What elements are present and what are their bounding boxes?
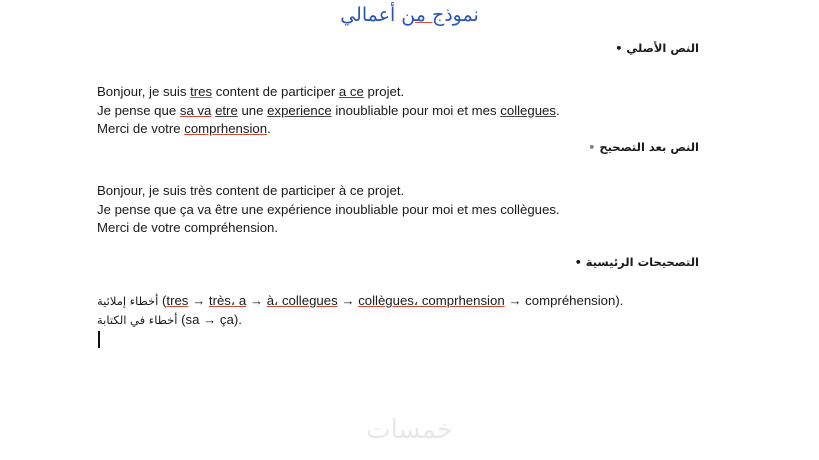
error-word: tres	[166, 293, 189, 308]
text-run: →	[246, 293, 267, 308]
arabic-label: أخطاء إملائية	[97, 294, 159, 308]
error-word: comprhension	[184, 121, 268, 137]
bullet-icon: •	[588, 141, 596, 154]
error-word: collègues، comprhension	[358, 293, 505, 308]
corrections-list-block	[97, 292, 737, 329]
text-run: une	[237, 102, 268, 118]
error-word: a ce	[338, 84, 364, 99]
error-word: très، a	[208, 293, 247, 308]
section-heading-corrections	[565, 255, 699, 269]
text-run: .	[267, 121, 271, 137]
text-run: →	[188, 293, 209, 308]
text-run: Merci de votre	[97, 121, 185, 137]
page-title-underlined: ج من	[401, 4, 445, 26]
section-heading-corrected-label: النص بعد التصحيح	[599, 140, 699, 154]
arabic-label: أخطاء في الكتابة	[97, 312, 178, 327]
original-text-block	[97, 83, 737, 139]
original-text-line-2	[97, 102, 737, 121]
section-heading-original-label: النص الأصلي	[626, 41, 699, 55]
section-heading-corrections-label: التصحيحات الرئيسية	[585, 255, 699, 269]
section-heading-corrected	[578, 140, 699, 154]
page-title-prefix: نموذ	[444, 4, 479, 26]
original-text-line-1	[97, 83, 737, 102]
original-text-line-3	[97, 120, 737, 139]
text-run: content de participer	[212, 84, 339, 99]
page-title	[0, 4, 819, 26]
corrected-text-line-1: Bonjour, je suis très content de participer à ce projet.	[97, 183, 405, 198]
watermark: خمسات	[366, 415, 453, 445]
error-word: à، collegues	[266, 293, 338, 308]
text-run: Je pense que	[97, 102, 180, 118]
text-run: projet.	[363, 84, 405, 99]
bullet-icon: •	[574, 256, 582, 269]
corrected-text-line-2: Je pense que ça va être une expérience inoubliable pour moi et mes collègues.	[97, 201, 560, 217]
page-title-suffix: أعمالي	[340, 4, 402, 26]
text-cursor	[98, 331, 100, 348]
text-run: (sa → ça).	[177, 311, 242, 327]
corrected-text-block	[97, 182, 737, 238]
section-heading-original	[605, 41, 699, 55]
text-run: →	[337, 293, 359, 308]
error-word: sa va	[179, 102, 212, 118]
text-run: .	[555, 102, 560, 118]
error-word: collegues	[500, 102, 556, 118]
bullet-icon: •	[615, 42, 623, 55]
text-run: → compréhension).	[504, 293, 624, 308]
text-run: (	[158, 293, 167, 308]
text-run: inoubliable pour moi et mes	[331, 102, 501, 118]
error-word: etre	[215, 102, 238, 118]
text-run: Bonjour, je suis	[97, 84, 191, 99]
corrected-text-line-3: Merci de votre compréhension.	[97, 220, 279, 236]
error-word: experience	[267, 102, 332, 118]
correction-line-2	[97, 311, 737, 330]
correction-line-1	[97, 292, 737, 311]
error-word: tres	[190, 84, 213, 99]
